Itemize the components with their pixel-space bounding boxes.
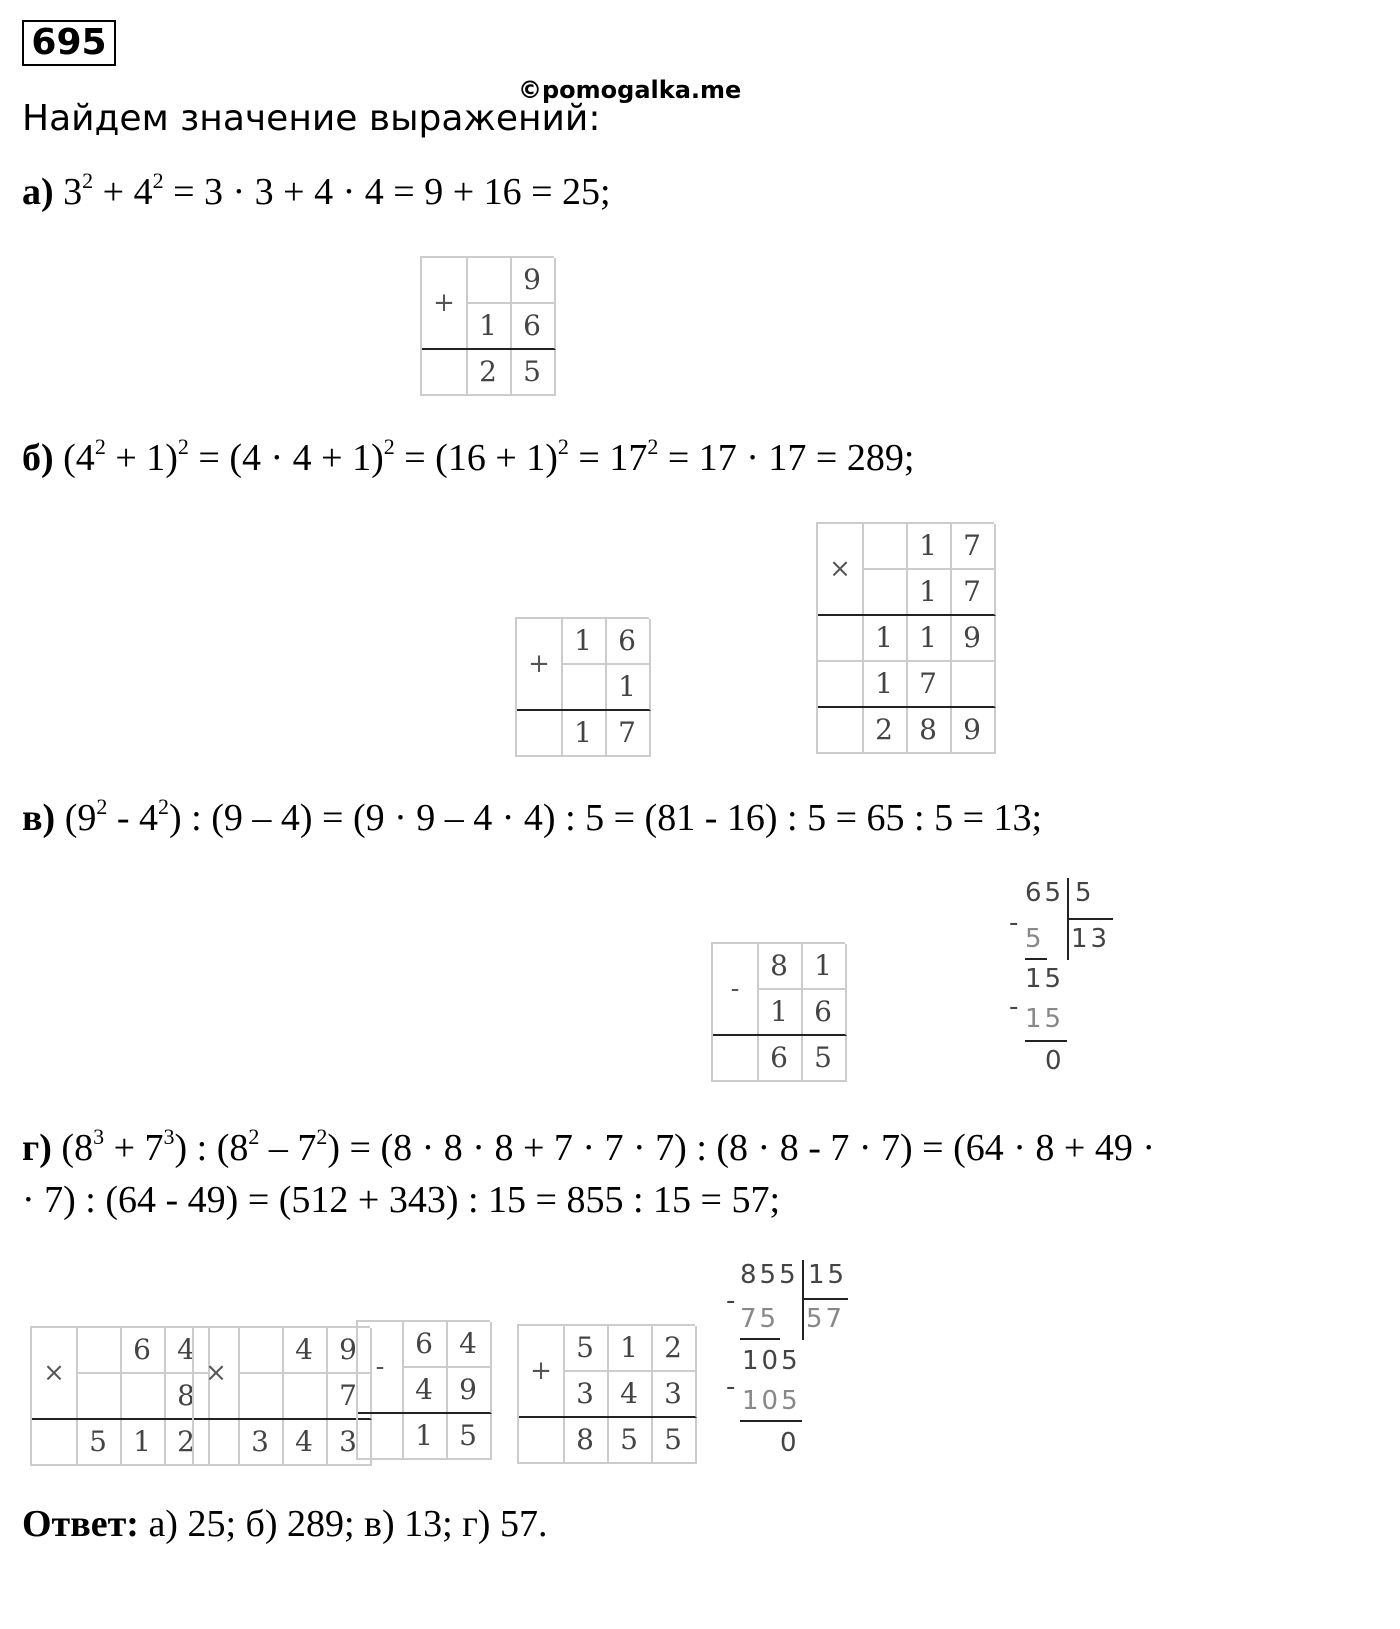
result-digit [818, 708, 864, 754]
long-division-c [1005, 878, 1125, 1078]
result-digit: 1 [402, 1414, 448, 1460]
part-a-line [22, 170, 611, 214]
result-digit: 9 [950, 708, 996, 754]
result-digit [32, 1420, 78, 1466]
part-b-label: б) [22, 437, 54, 479]
exponent: 2 [383, 434, 395, 459]
operator-sign: × [194, 1328, 240, 1420]
operand-digit: 4 [164, 1328, 210, 1374]
ld-d-rem1: 105 [742, 1346, 801, 1376]
ld-d-dividend: 855 [740, 1260, 799, 1290]
exponent: 2 [94, 434, 106, 459]
operand-digit [238, 1328, 284, 1374]
result-digit: 5 [651, 1418, 697, 1464]
long-division-d [722, 1260, 862, 1490]
operand-digit: 7 [326, 1374, 372, 1420]
result-digit: 2 [862, 708, 908, 754]
operand-digit: 6 [120, 1328, 166, 1374]
partial-digit [818, 662, 864, 708]
result-digit: 8 [563, 1418, 609, 1464]
ld-c-rem1: 15 [1025, 964, 1065, 994]
partial-digit: 1 [862, 662, 908, 708]
ld-c-quotient: 13 [1071, 924, 1111, 954]
result-digit: 5 [607, 1418, 653, 1464]
operator-sign: + [517, 619, 563, 711]
operand-digit [76, 1374, 122, 1420]
partial-digit: 1 [862, 616, 908, 662]
operand-digit [862, 570, 908, 616]
part-d-expression-2: · 7) : (64 - 49) = (512 + 343) : 15 = 855 : 15 = 57; [22, 1179, 781, 1221]
ld-c-dividend: 65 [1025, 878, 1065, 908]
result-digit: 7 [605, 711, 651, 757]
operand-digit: 9 [510, 258, 556, 304]
operator-sign: × [32, 1328, 78, 1420]
operand-digit: 4 [282, 1328, 328, 1374]
answer-label: Ответ: [22, 1503, 139, 1545]
ld-d-divisor: 15 [808, 1260, 848, 1290]
exponent: 2 [82, 168, 94, 193]
exponent: 2 [96, 794, 108, 819]
operand-digit: 1 [801, 944, 847, 990]
exponent: 2 [316, 1124, 328, 1149]
result-digit: 5 [510, 350, 556, 396]
exponent: 2 [248, 1124, 260, 1149]
part-a-expression: $3^2 + 4^2 = 3 \cdot 3 + 4 \cdot 4 = 9 + 16 = 25$; [63, 168, 611, 213]
result-digit [713, 1036, 759, 1082]
operand-digit [238, 1374, 284, 1420]
operand-digit: 3 [651, 1372, 697, 1418]
part-c-expression: $(9^2 - 4^2)$ : (9 – 4) = (9 · 9 – 4 · 4) : 5 = (81 - 16) : 5 = 65 : 5 = 13; [64, 794, 1043, 839]
operand-digit: 8 [757, 944, 803, 990]
exponent: 3 [163, 1124, 175, 1149]
operand-digit: 1 [906, 570, 952, 616]
operand-digit: 1 [605, 665, 651, 711]
part-c-label: в) [22, 797, 56, 839]
result-digit: 1 [120, 1420, 166, 1466]
operand-digit: 9 [326, 1328, 372, 1374]
problem-number: 695 [22, 20, 116, 66]
operand-digit: 3 [563, 1372, 609, 1418]
result-digit [422, 350, 468, 396]
ld-d-sub1: 75 [740, 1304, 780, 1334]
result-digit: 6 [757, 1036, 803, 1082]
operand-digit: 8 [164, 1374, 210, 1420]
operand-digit: 1 [757, 990, 803, 1036]
ld-c-sub1: 5 [1025, 924, 1045, 954]
operand-digit [76, 1328, 122, 1374]
operand-digit: 4 [446, 1322, 492, 1368]
operand-digit: 1 [607, 1326, 653, 1372]
grid-b-addition [515, 617, 649, 757]
result-digit: 4 [282, 1420, 328, 1466]
partial-digit: 1 [906, 616, 952, 662]
exponent: 2 [647, 434, 659, 459]
ld-d-quotient: 57 [806, 1304, 846, 1334]
ld-d-rem2: 0 [780, 1428, 800, 1458]
part-d-line-2 [22, 1178, 780, 1222]
grid-a-addition [420, 256, 554, 396]
exponent: 2 [152, 168, 164, 193]
part-d-label: г) [22, 1127, 52, 1169]
part-d-expression: $(8^3 + 7^3)$ : $(8^2 - 7^2) = (8 \cdot 8 \cdot 8 + 7 \cdot 7 \cdot 7)$ : (8 · 8 - 7 · 7) = (64 · 8 + 49 · [61, 1124, 1155, 1169]
operator-sign: + [519, 1326, 565, 1418]
part-b-line [22, 436, 914, 480]
ld-c-rem2: 0 [1045, 1046, 1065, 1076]
operand-digit: 2 [651, 1326, 697, 1372]
part-a-label: а) [22, 171, 54, 213]
operator-sign: × [818, 524, 864, 616]
ld-c-minus2: - [1009, 992, 1022, 1022]
operand-digit: 1 [466, 304, 512, 350]
result-digit: 2 [466, 350, 512, 396]
operand-digit [120, 1374, 166, 1420]
ld-d-minus2: - [726, 1372, 739, 1402]
grid-d-multiplication-2 [192, 1326, 370, 1466]
answer-line [22, 1502, 547, 1546]
result-digit: 5 [76, 1420, 122, 1466]
operand-digit: 7 [950, 570, 996, 616]
operand-digit [466, 258, 512, 304]
result-digit: 3 [238, 1420, 284, 1466]
result-digit: 5 [446, 1414, 492, 1460]
operator-sign: - [358, 1322, 404, 1414]
result-digit: 2 [164, 1420, 210, 1466]
grid-d-multiplication-1 [30, 1326, 208, 1466]
grid-d-addition [517, 1324, 695, 1464]
ld-d-sub2: 105 [742, 1386, 801, 1416]
result-digit [519, 1418, 565, 1464]
operand-digit: 6 [605, 619, 651, 665]
grid-b-multiplication [816, 522, 994, 754]
result-digit [517, 711, 563, 757]
operand-digit: 9 [446, 1368, 492, 1414]
ld-d-minus1: - [726, 1286, 739, 1316]
operand-digit: 6 [510, 304, 556, 350]
exponent: 2 [158, 794, 169, 819]
operator-sign: + [422, 258, 468, 350]
ld-c-sub2: 15 [1025, 1004, 1065, 1034]
ld-c-minus1: - [1009, 908, 1022, 938]
partial-digit: 7 [906, 662, 952, 708]
part-d-line [22, 1126, 1155, 1170]
operand-digit [561, 665, 607, 711]
operand-digit: 7 [950, 524, 996, 570]
operand-digit: 5 [563, 1326, 609, 1372]
exponent: 2 [557, 434, 569, 459]
grid-d-subtraction [356, 1320, 490, 1460]
operand-digit: 4 [607, 1372, 653, 1418]
partial-digit: 9 [950, 616, 996, 662]
result-digit [358, 1414, 404, 1460]
operand-digit: 6 [801, 990, 847, 1036]
ld-c-divisor: 5 [1075, 878, 1095, 908]
result-digit: 3 [326, 1420, 372, 1466]
operand-digit [282, 1374, 328, 1420]
answer-text: а) 25; б) 289; в) 13; г) 57. [148, 1503, 548, 1545]
grid-c-subtraction [711, 942, 845, 1082]
partial-digit [818, 616, 864, 662]
part-c-line [22, 796, 1042, 840]
result-digit: 5 [801, 1036, 847, 1082]
result-digit: 8 [906, 708, 952, 754]
operand-digit: 1 [561, 619, 607, 665]
operand-digit: 6 [402, 1322, 448, 1368]
operator-sign: - [713, 944, 759, 1036]
operand-digit [862, 524, 908, 570]
exponent: 2 [177, 434, 189, 459]
result-digit [194, 1420, 240, 1466]
exponent: 3 [93, 1124, 105, 1149]
result-digit: 1 [561, 711, 607, 757]
intro-text: Найдем значение выражений: [22, 98, 601, 139]
part-b-expression: $(4^2 + 1)^2 = (4 \cdot 4 + 1)^2 = (16 + 1)^2 = 17^2 = 17 \cdot 17 = 289$; [63, 434, 915, 479]
partial-digit [950, 662, 996, 708]
watermark: ©pomogalka.me [518, 76, 742, 104]
operand-digit: 1 [906, 524, 952, 570]
operand-digit: 4 [402, 1368, 448, 1414]
